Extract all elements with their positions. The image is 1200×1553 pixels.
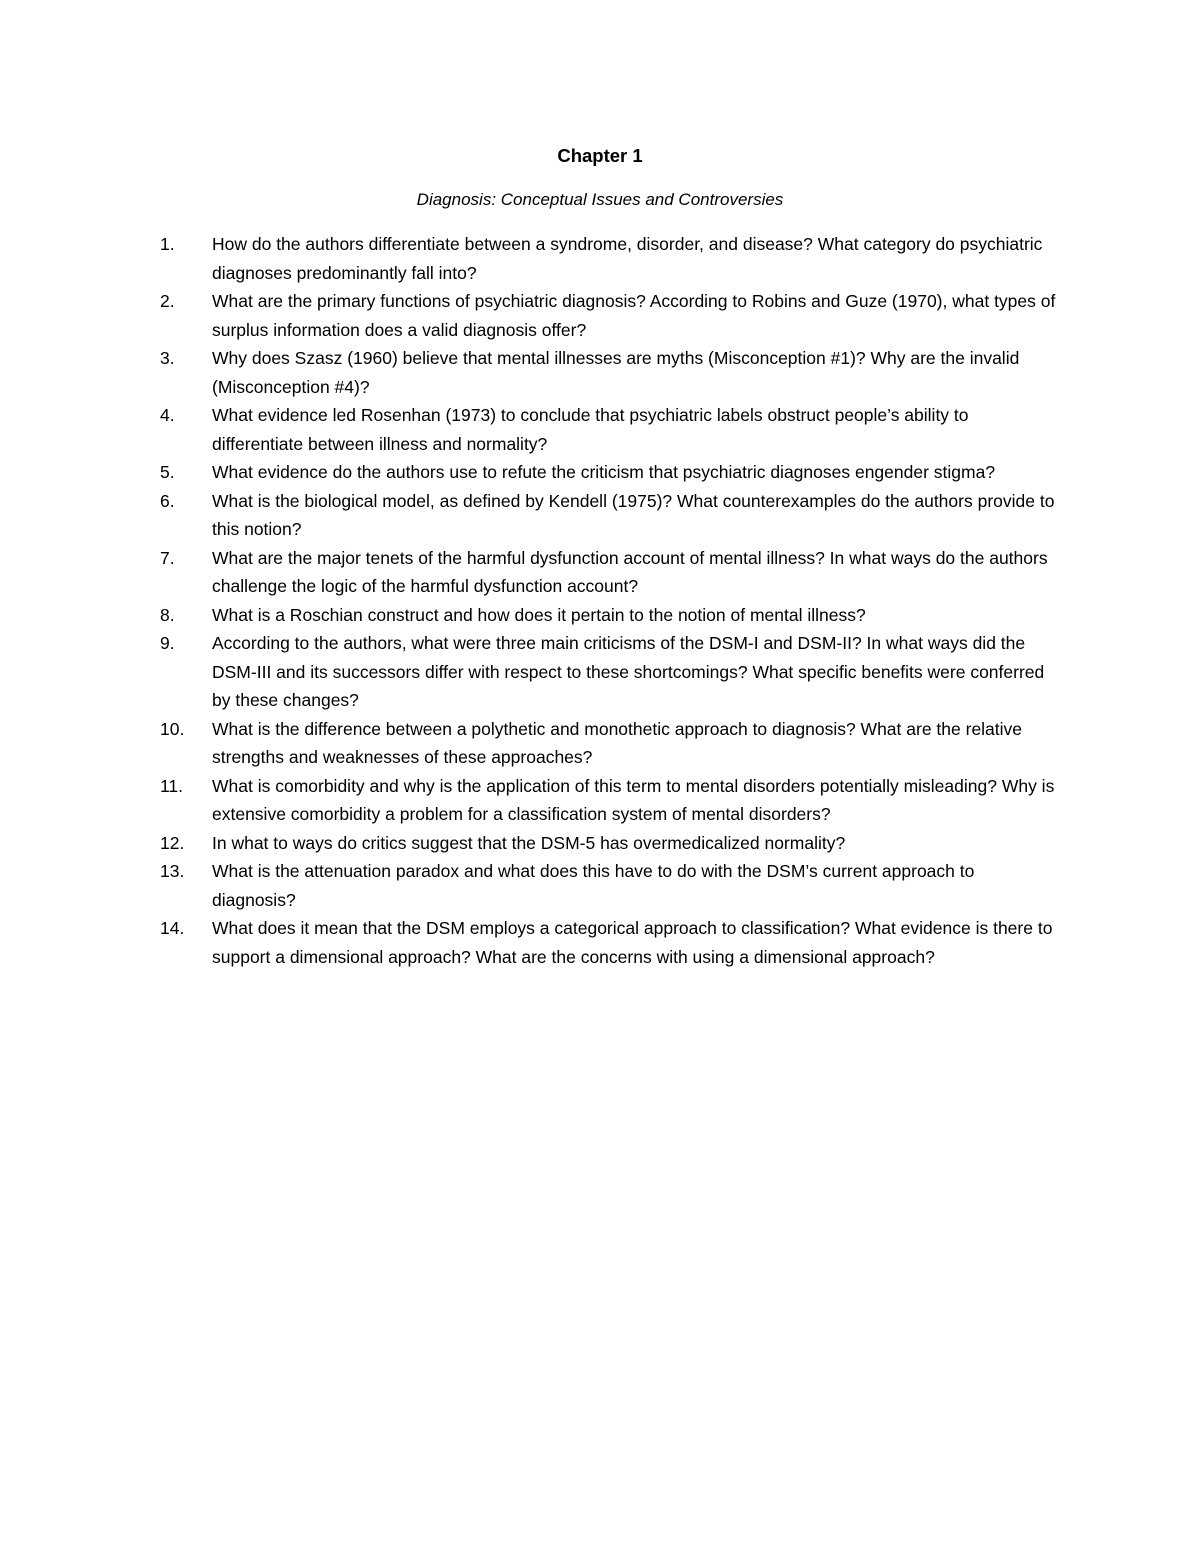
question-text: What is the difference between a polythetic and monothetic approach to diagnosis? What are the relative strengths and weaknesses of these approaches? (212, 718, 1023, 767)
chapter-subtitle: Diagnosis: Conceptual Issues and Controversies (416, 190, 784, 209)
question-item (160, 230, 1060, 287)
question-text: What evidence led Rosenhan (1973) to conclude that psychiatric labels obstruct people’s ability to differentiate between illness and normality? (212, 405, 969, 454)
question-item (160, 487, 1060, 544)
question-number: 14. (160, 918, 185, 938)
question-item (160, 629, 1060, 715)
question-text: What are the major tenets of the harmful dysfunction account of mental illness? In what ways do the authors challenge the logic of the harmful dysfunction account? (212, 547, 1048, 596)
question-item (160, 857, 1060, 914)
question-text: What are the primary functions of psychiatric diagnosis? According to Robins and Guze (1970), what types of surplus information does a valid diagnosis offer? (212, 291, 1056, 340)
question-item (160, 287, 1060, 344)
question-item (160, 544, 1060, 601)
question-number: 2. (160, 291, 175, 311)
question-item (160, 401, 1060, 458)
question-text: What is comorbidity and why is the application of this term to mental disorders potentially misleading? Why is extensive comorbidity a problem for a classification system of mental disorders? (212, 775, 1055, 824)
question-number: 11. (160, 775, 184, 796)
question-item (160, 344, 1060, 401)
question-number: 9. (160, 633, 175, 653)
question-text: What is the attenuation paradox and what does this have to do with the DSM’s current approach to diagnosis? (212, 861, 975, 910)
question-number: 13. (160, 861, 185, 881)
question-text: Why does Szasz (1960) believe that mental illnesses are myths (Misconception #1)? Why are the invalid (Misconception #4)? (212, 348, 1020, 397)
question-item (160, 601, 1060, 630)
question-item (160, 829, 1060, 858)
question-number: 1. (160, 234, 175, 254)
question-text: How do the authors differentiate between a syndrome, disorder, and disease? What category do psychiatric diagnoses predominantly fall into? (212, 234, 1043, 283)
question-text: What does it mean that the DSM employs a categorical approach to classification? What evidence is there to support a dimensional approach? What are the concerns with using a dimensional approach? (212, 918, 1053, 967)
question-number: 3. (160, 348, 175, 368)
question-number: 7. (160, 547, 175, 568)
question-text: According to the authors, what were three main criticisms of the DSM-I and DSM-II? In what ways did the DSM-III and its successors differ with respect to these shortcomings? What specific benefits were conferred by these changes? (212, 633, 1045, 710)
question-number: 10. (160, 718, 185, 739)
question-item (160, 715, 1060, 772)
question-item (160, 772, 1060, 829)
question-text: What is the biological model, as defined by Kendell (1975)? What counterexamples do the authors provide to this notion? (212, 490, 1055, 539)
question-number: 8. (160, 604, 175, 625)
question-number: 5. (160, 462, 175, 482)
chapter-title: Chapter 1 (557, 145, 643, 166)
question-item (160, 914, 1060, 971)
question-number: 6. (160, 490, 175, 511)
question-number: 12. (160, 832, 185, 853)
question-number: 4. (160, 405, 175, 425)
question-list (160, 230, 1060, 971)
question-text: What is a Roschian construct and how does it pertain to the notion of mental illness? (212, 604, 866, 625)
question-item (160, 458, 1060, 487)
question-text: What evidence do the authors use to refute the criticism that psychiatric diagnoses engender stigma? (212, 462, 996, 482)
question-text: In what to ways do critics suggest that the DSM-5 has overmedicalized normality? (212, 832, 846, 853)
